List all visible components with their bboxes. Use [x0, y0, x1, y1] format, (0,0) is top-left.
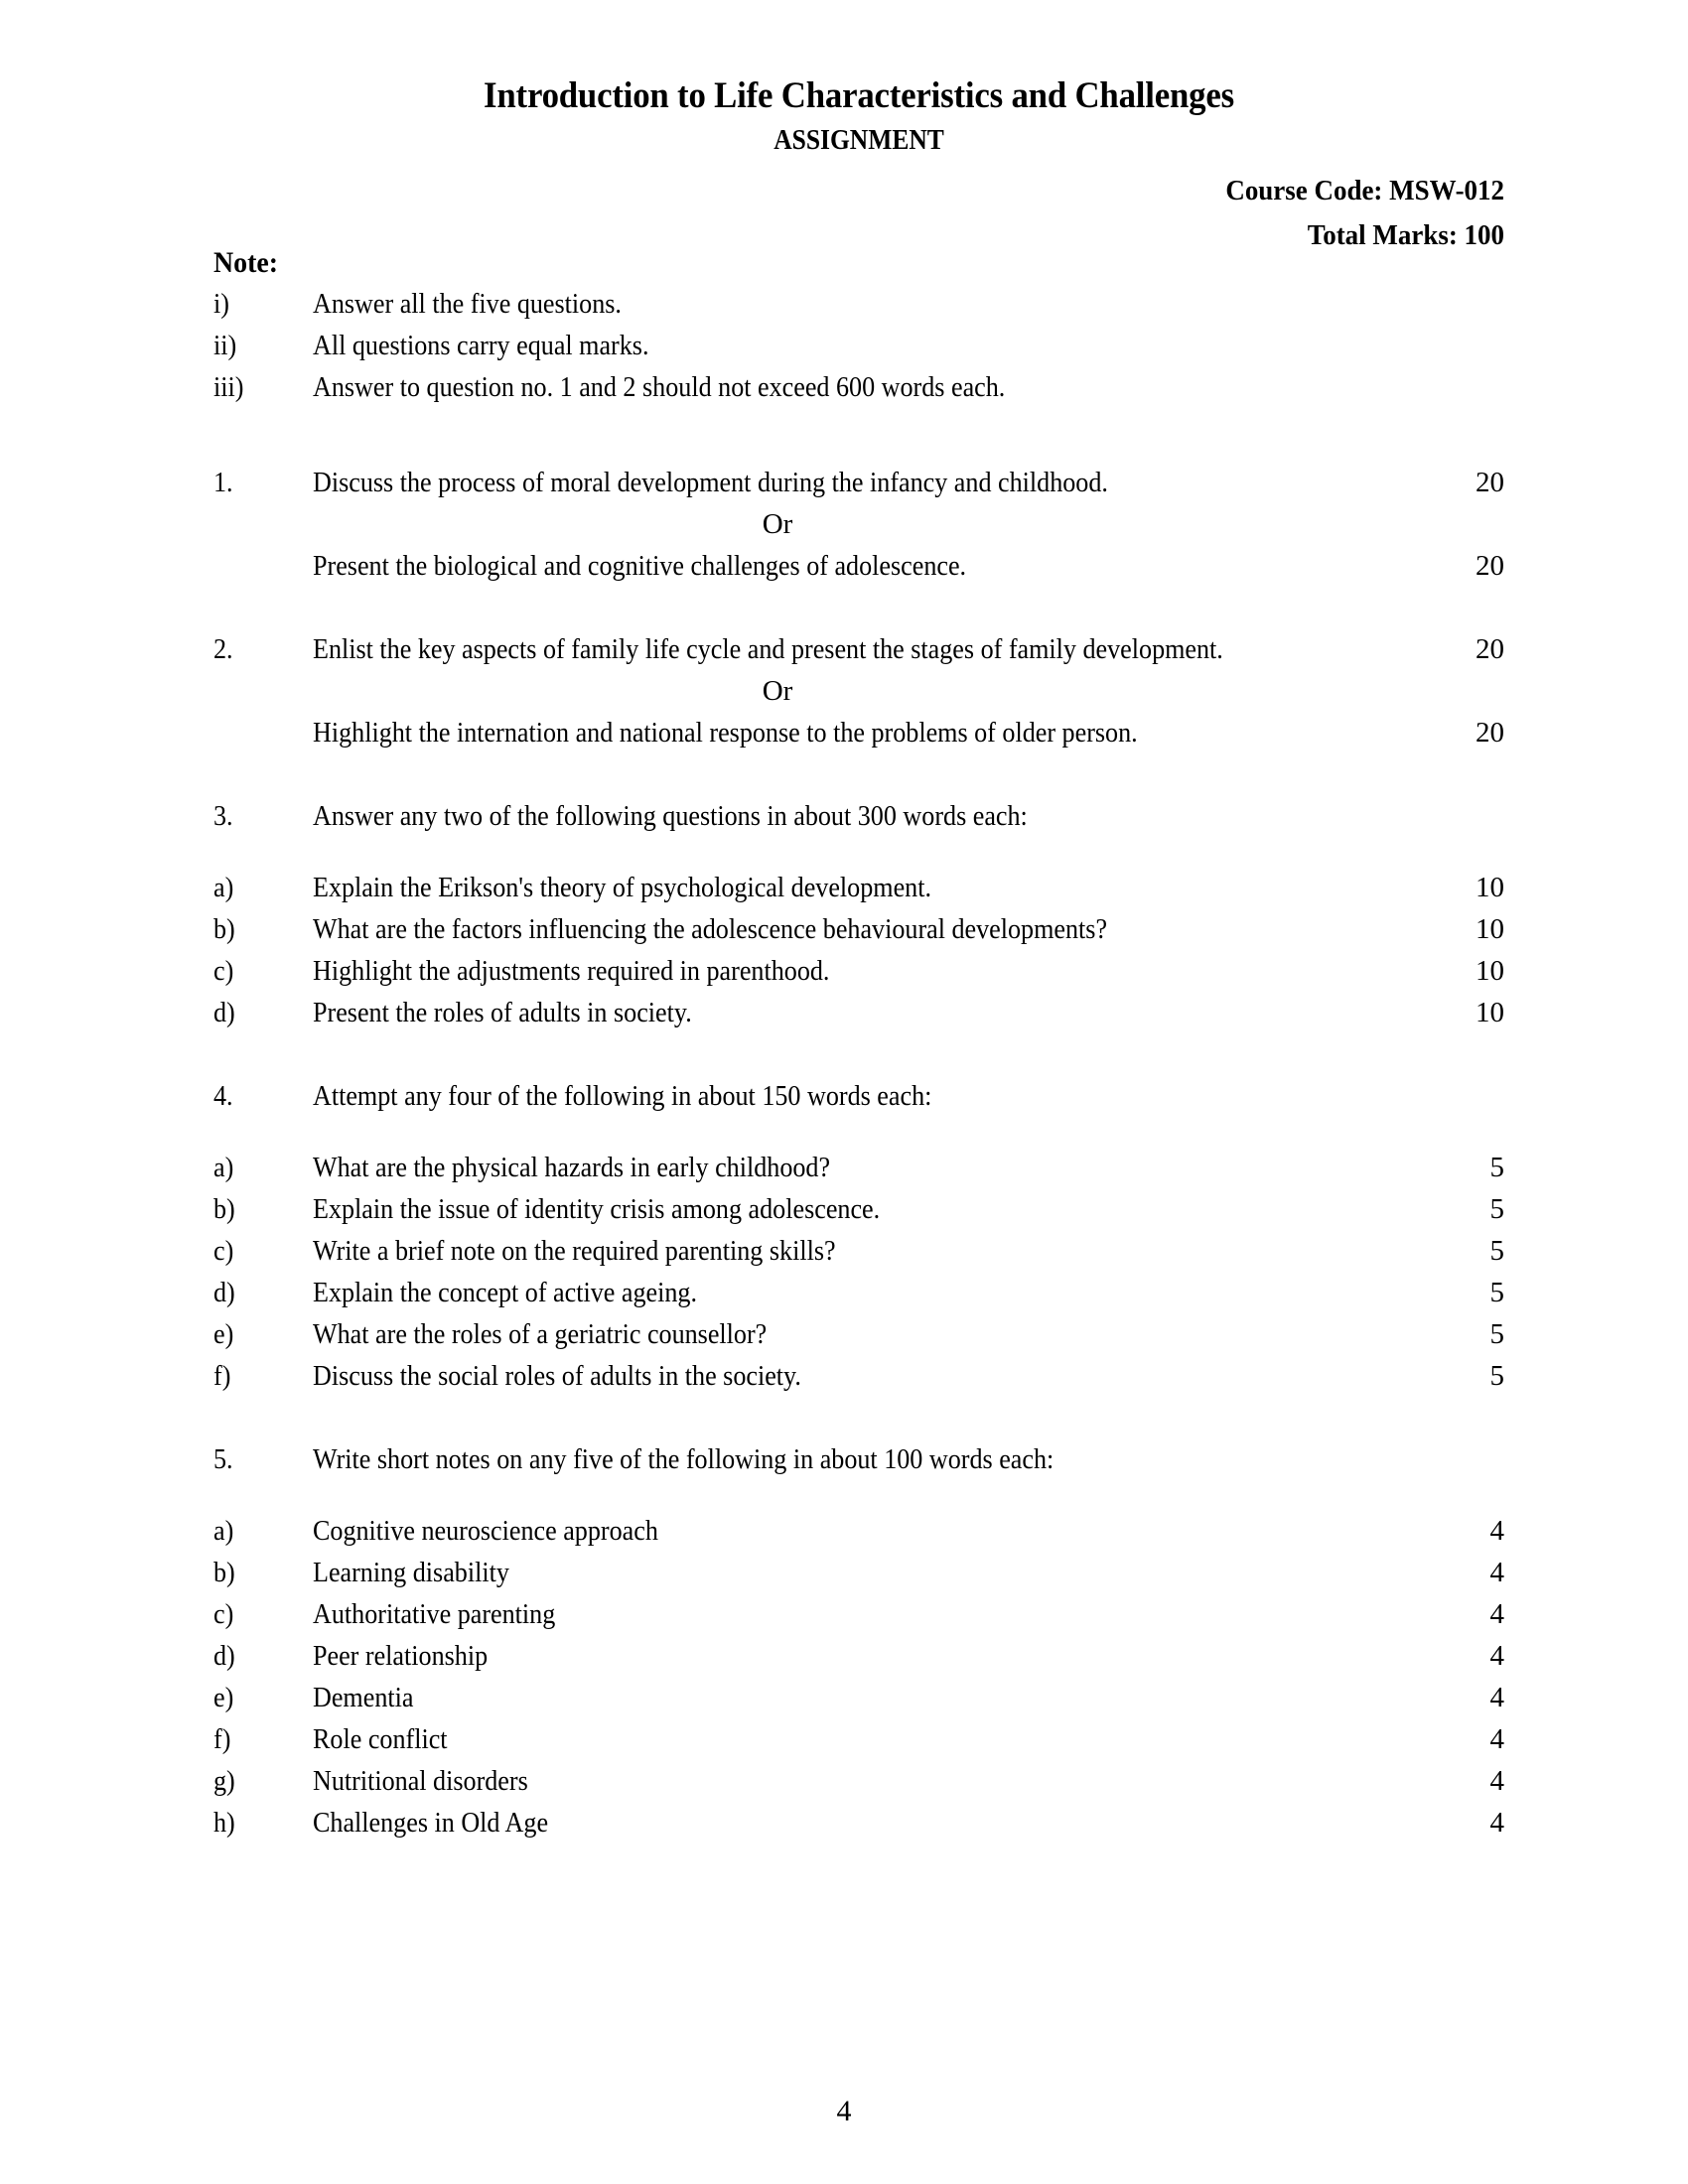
subitem-text: Nutritional disorders [313, 1765, 528, 1797]
question-text: Highlight the internation and national response to the problems of older person. [313, 717, 1138, 749]
spacer [213, 594, 1504, 635]
subitem-text: What are the factors influencing the adolescence behavioural developments? [313, 913, 1108, 945]
question-text: Write short notes on any five of the following in about 100 words each: [313, 1443, 1055, 1475]
subitem-marker: a) [213, 1152, 234, 1183]
page-title: Introduction to Life Characteristics and Challenges [484, 75, 1234, 116]
subitem-marker: f) [213, 1723, 231, 1755]
question-number: 5. [213, 1443, 233, 1475]
or-separator: Or [762, 508, 793, 540]
note-item [213, 373, 1504, 402]
subitem-text: Highlight the adjustments required in parenthood. [313, 955, 830, 987]
question-text: Answer any two of the following questions in about 300 words each: [313, 800, 1028, 832]
question-5-subitem [213, 1642, 1504, 1671]
question-5-subitem [213, 1600, 1504, 1629]
question-text: Enlist the key aspects of family life cycle and present the stages of family development. [313, 633, 1223, 665]
question-number: 3. [213, 800, 233, 832]
subitem-marker: b) [213, 1193, 235, 1225]
question-5-subitem [213, 1725, 1504, 1754]
question-5-subitem [213, 1767, 1504, 1796]
question-5-subitem [213, 1517, 1504, 1546]
question-marks: 20 [1476, 633, 1504, 665]
subitem-marks: 4 [1489, 1557, 1504, 1588]
note-item-marker: i) [213, 288, 229, 320]
spacer [213, 1404, 1504, 1445]
note-item-marker: iii) [213, 371, 244, 403]
question-5-subitem [213, 1684, 1504, 1712]
subitem-text: Discuss the social roles of adults in the society. [313, 1360, 801, 1392]
question-4-subitem [213, 1279, 1504, 1307]
question-3-subitem [213, 999, 1504, 1027]
subitem-marker: d) [213, 1640, 235, 1672]
subitem-marker: b) [213, 1557, 235, 1588]
question-1-option-a [213, 469, 1504, 497]
subitem-text: Peer relationship [313, 1640, 489, 1672]
spacer [213, 760, 1504, 802]
subitem-marker: d) [213, 1277, 235, 1308]
question-text: Present the biological and cognitive challenges of adolescence. [313, 550, 967, 582]
subitem-marker: h) [213, 1807, 235, 1839]
spacer [213, 415, 1504, 469]
subitem-text: Dementia [313, 1682, 414, 1713]
subitem-marks: 4 [1489, 1765, 1504, 1797]
document-header [213, 77, 1504, 250]
note-label: Note: [213, 246, 279, 279]
subitem-marks: 10 [1476, 913, 1504, 945]
assignment-body [213, 248, 1504, 1850]
spacer [213, 844, 1504, 874]
subitem-text: Cognitive neuroscience approach [313, 1515, 658, 1547]
question-3-prompt [213, 802, 1504, 831]
question-number: 4. [213, 1080, 233, 1112]
note-item [213, 290, 1504, 319]
total-marks: Total Marks: 100 [1307, 219, 1504, 251]
subitem-text: Present the roles of adults in society. [313, 997, 692, 1028]
question-marks: 20 [1476, 467, 1504, 498]
question-3-subitem [213, 957, 1504, 986]
or-separator: Or [762, 675, 793, 707]
subitem-marker: f) [213, 1360, 231, 1392]
subitem-marker: d) [213, 997, 235, 1028]
question-3-subitem [213, 874, 1504, 902]
question-text: Attempt any four of the following in about 150 words each: [313, 1080, 932, 1112]
question-1-option-b [213, 552, 1504, 581]
question-4-subitem [213, 1195, 1504, 1224]
subitem-marks: 5 [1489, 1235, 1504, 1267]
question-number: 1. [213, 467, 233, 498]
question-marks: 20 [1476, 717, 1504, 749]
subitem-marker: e) [213, 1682, 234, 1713]
subitem-text: Write a brief note on the required parenting skills? [313, 1235, 836, 1267]
subitem-marks: 4 [1489, 1515, 1504, 1547]
question-4-subitem [213, 1362, 1504, 1391]
subitem-marker: g) [213, 1765, 235, 1797]
question-4-subitem [213, 1320, 1504, 1349]
question-4-prompt [213, 1082, 1504, 1111]
question-4-subitem [213, 1154, 1504, 1182]
subitem-text: Challenges in Old Age [313, 1807, 549, 1839]
subitem-marks: 4 [1489, 1807, 1504, 1839]
note-item-text: Answer to question no. 1 and 2 should not exceed 600 words each. [313, 371, 1006, 403]
note-item-text: All questions carry equal marks. [313, 330, 649, 361]
subitem-text: Learning disability [313, 1557, 509, 1588]
subitem-marks: 10 [1476, 872, 1504, 903]
subitem-text: Explain the Erikson's theory of psychological development. [313, 872, 931, 903]
document-subtitle: ASSIGNMENT [774, 124, 944, 156]
note-item-text: Answer all the five questions. [313, 288, 622, 320]
question-marks: 20 [1476, 550, 1504, 582]
subitem-marks: 5 [1489, 1318, 1504, 1350]
subitem-marks: 10 [1476, 955, 1504, 987]
subitem-text: Role conflict [313, 1723, 448, 1755]
subitem-text: Explain the issue of identity crisis among adolescence. [313, 1193, 881, 1225]
subitem-text: What are the physical hazards in early childhood? [313, 1152, 831, 1183]
question-5-subitem [213, 1559, 1504, 1587]
subitem-marker: c) [213, 1235, 234, 1267]
subitem-text: Authoritative parenting [313, 1598, 556, 1630]
subitem-marks: 5 [1489, 1277, 1504, 1308]
subitem-marks: 5 [1489, 1193, 1504, 1225]
question-text: Discuss the process of moral development during the infancy and childhood. [313, 467, 1108, 498]
spacer [213, 1040, 1504, 1082]
subitem-text: What are the roles of a geriatric counsellor? [313, 1318, 768, 1350]
subitem-marks: 10 [1476, 997, 1504, 1028]
note-item [213, 332, 1504, 360]
question-4-subitem [213, 1237, 1504, 1266]
subitem-text: Explain the concept of active ageing. [313, 1277, 697, 1308]
subitem-marks: 5 [1489, 1152, 1504, 1183]
question-2-option-b [213, 719, 1504, 748]
subitem-marker: c) [213, 1598, 234, 1630]
question-5-prompt [213, 1445, 1504, 1474]
subitem-marks: 5 [1489, 1360, 1504, 1392]
subitem-marker: c) [213, 955, 234, 987]
subitem-marker: e) [213, 1318, 234, 1350]
subitem-marks: 4 [1489, 1598, 1504, 1630]
subitem-marker: a) [213, 1515, 234, 1547]
spacer [213, 1487, 1504, 1517]
spacer [213, 1124, 1504, 1154]
subitem-marks: 4 [1489, 1682, 1504, 1713]
note-item-marker: ii) [213, 330, 237, 361]
subitem-marks: 4 [1489, 1723, 1504, 1755]
subitem-marks: 4 [1489, 1640, 1504, 1672]
question-number: 2. [213, 633, 233, 665]
question-3-subitem [213, 915, 1504, 944]
question-2-option-a [213, 635, 1504, 664]
question-5-subitem [213, 1809, 1504, 1838]
subitem-marker: a) [213, 872, 234, 903]
page-number: 4 [836, 2095, 852, 2127]
course-code: Course Code: MSW-012 [1225, 175, 1504, 206]
subitem-marker: b) [213, 913, 235, 945]
